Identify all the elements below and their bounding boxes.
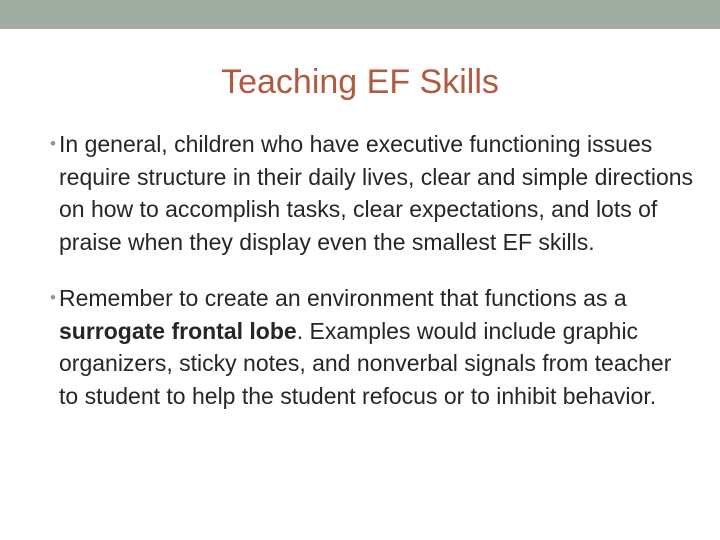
bullet-item-1 bbox=[24, 128, 694, 258]
bullet-item-2 bbox=[24, 282, 694, 412]
bullet-list bbox=[24, 128, 694, 412]
bullet-text-start: Remember to create an environment that functions as a bbox=[59, 285, 627, 311]
bullet-text-end: . Examples would include graphic organizers, sticky notes, and nonverbal signals from teacher to student to help the student refocus or to inhibit behavior. bbox=[59, 317, 672, 409]
bullet-marker-icon: • bbox=[50, 134, 56, 153]
bullet-text: In general, children who have executive functioning issues require structure in their daily lives, clear and simple directions on how to accomplish tasks, clear expectations, and lots of praise when they display even the smallest EF skills. bbox=[59, 131, 694, 255]
bullet-marker-icon: • bbox=[50, 288, 56, 307]
slide-title: Teaching EF Skills bbox=[221, 63, 499, 101]
slide-top-bar bbox=[0, 0, 720, 29]
bullet-bold-term: surrogate frontal lobe bbox=[59, 317, 297, 344]
